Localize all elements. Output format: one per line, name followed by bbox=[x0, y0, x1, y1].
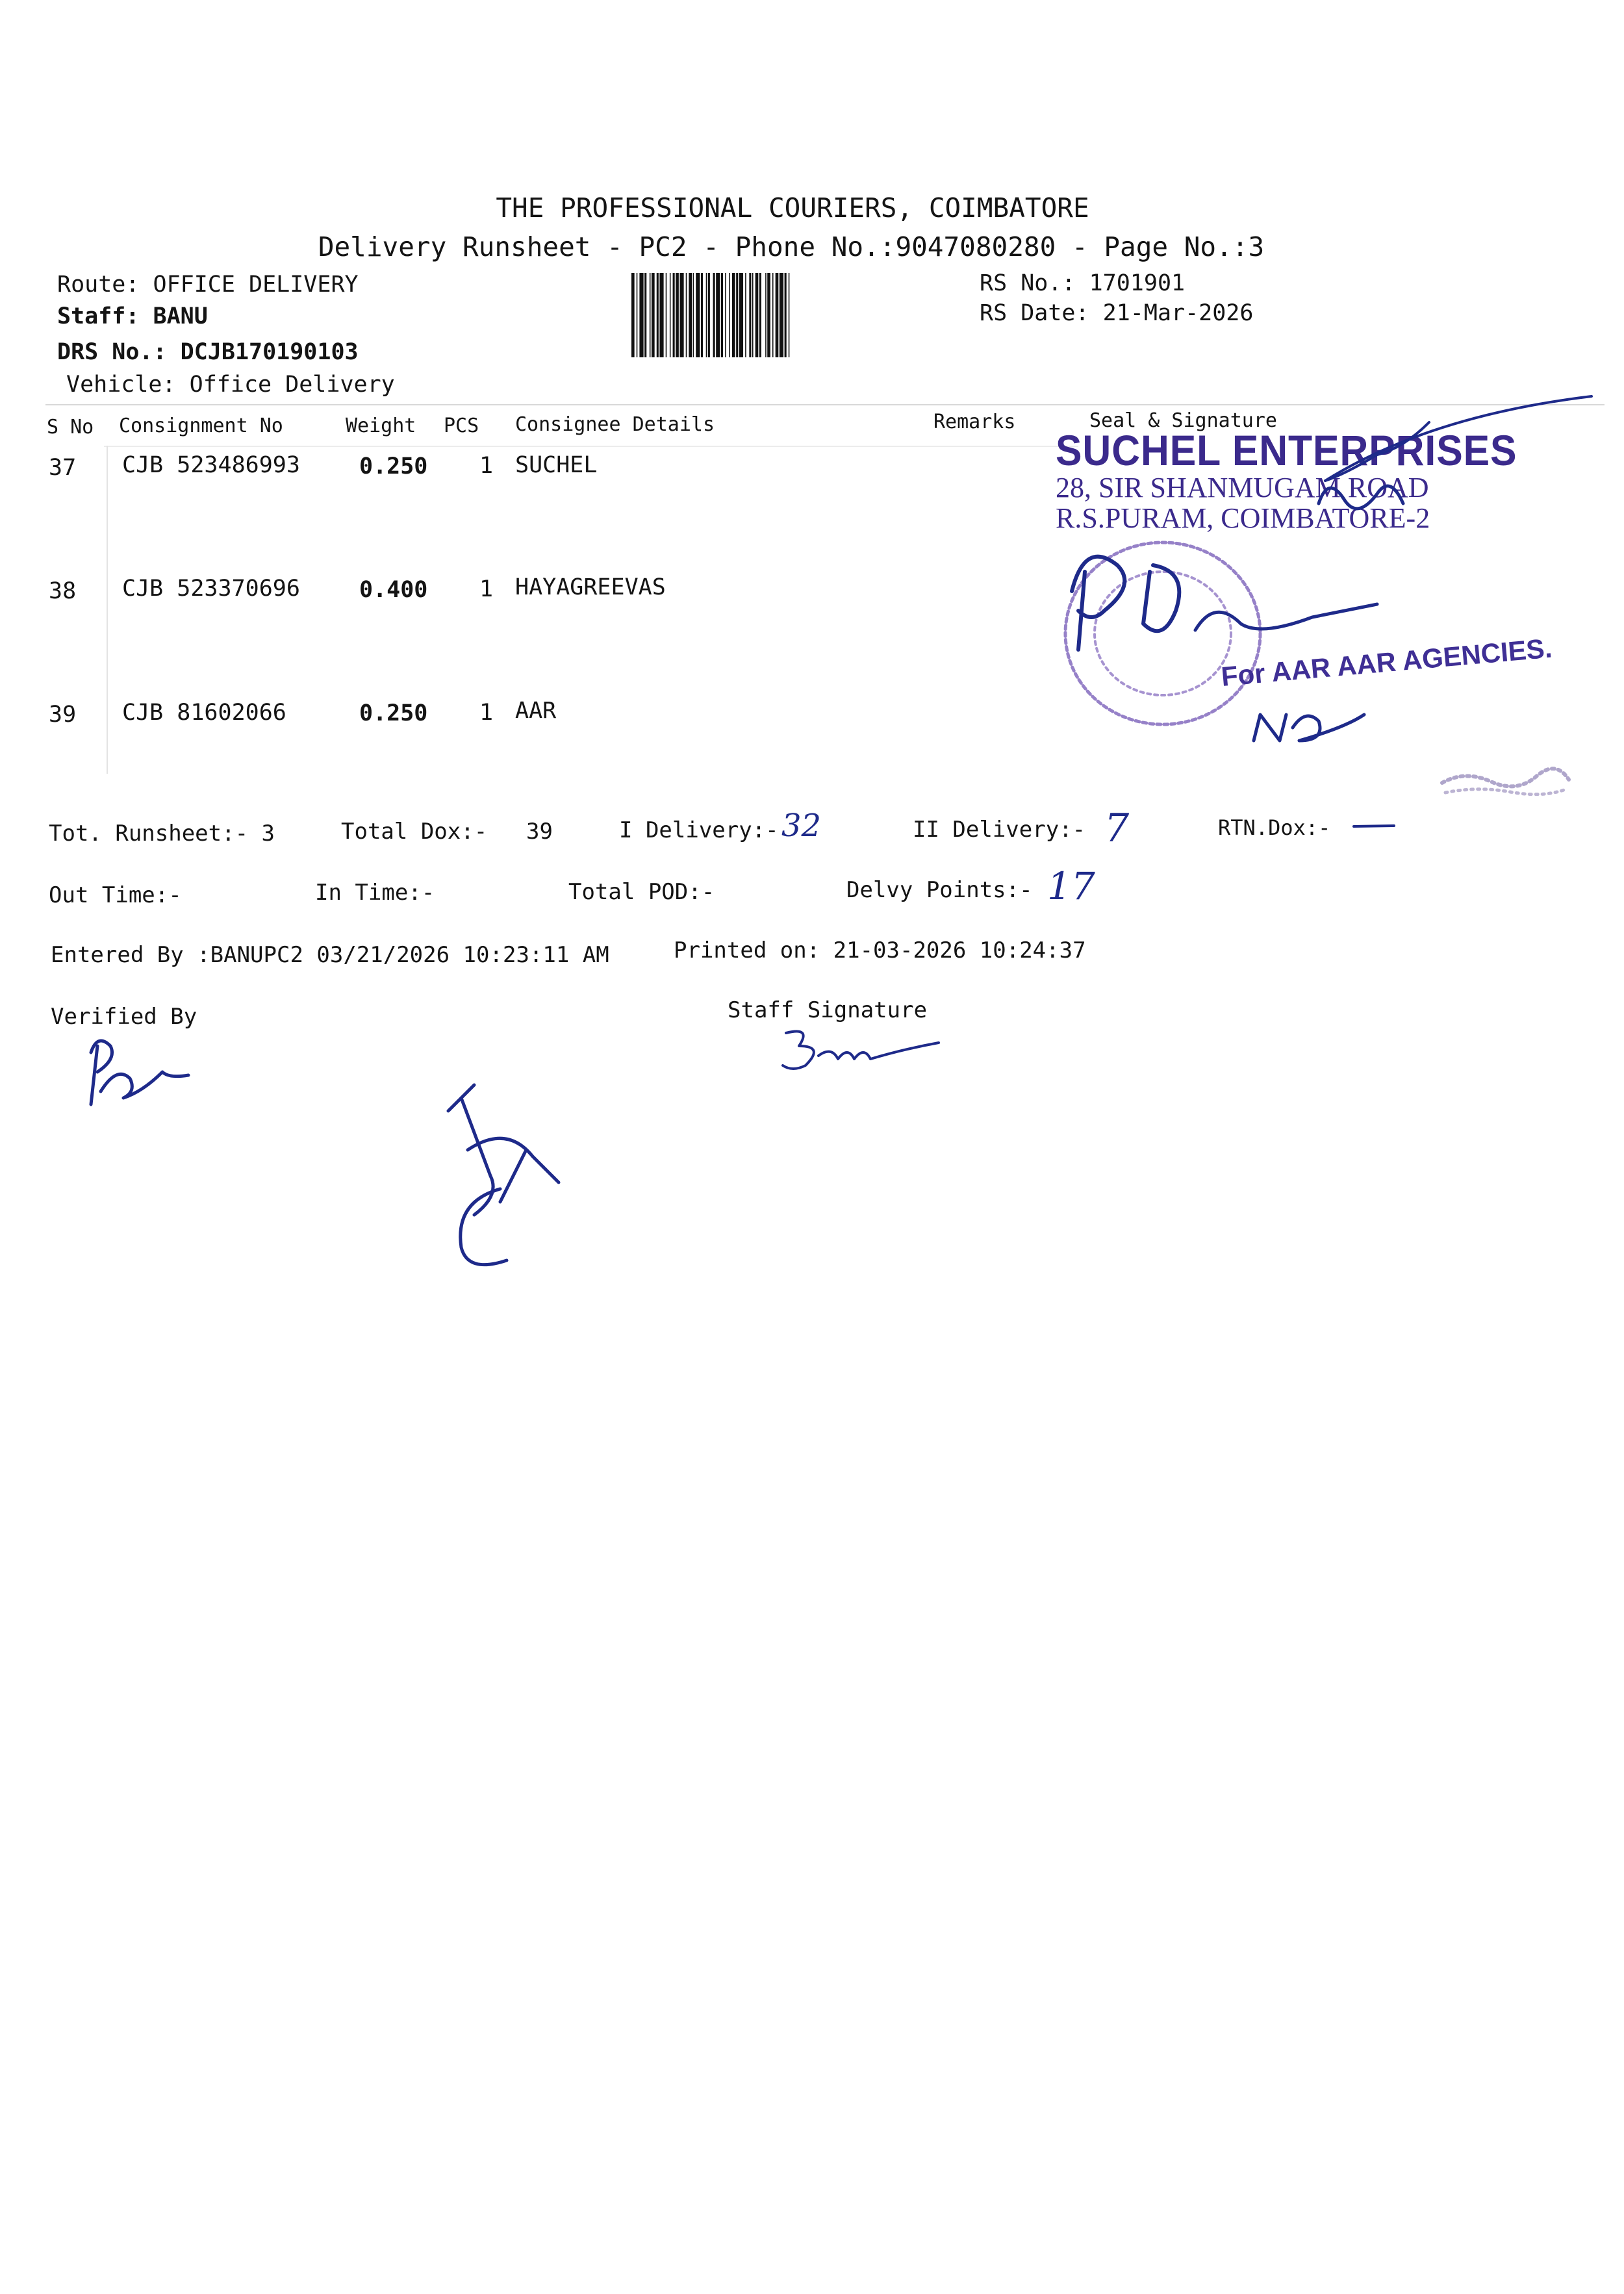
barcode-bar bbox=[650, 273, 651, 357]
consignee-signatures-graphic bbox=[1039, 377, 1624, 793]
barcode-bar bbox=[767, 273, 770, 357]
table-row-38-sno: 38 bbox=[49, 578, 77, 604]
barcode-bar bbox=[729, 273, 730, 357]
barcode-bar bbox=[666, 273, 667, 357]
center-signature-graphic bbox=[429, 1072, 585, 1280]
table-row-38-pcs: 1 bbox=[479, 576, 494, 602]
barcode-bar bbox=[676, 273, 679, 357]
barcode-bar bbox=[736, 273, 738, 357]
table-row-37-weight: 0.250 bbox=[359, 453, 428, 479]
barcode-bar bbox=[755, 273, 759, 357]
barcode-bar bbox=[706, 273, 707, 357]
i-delivery-label: I Delivery:- bbox=[619, 817, 779, 843]
barcode-bar bbox=[679, 273, 683, 357]
total-runsheet-value: 3 bbox=[261, 821, 275, 847]
barcode-bar bbox=[657, 273, 659, 357]
drs-label: DRS No.: bbox=[57, 339, 167, 365]
rs-date-value: 21-Mar-2026 bbox=[1102, 300, 1254, 326]
barcode-bar bbox=[785, 273, 787, 357]
barcode-bar bbox=[708, 273, 710, 357]
suchel-stamp-address-1: 28, SIR SHANMUGAM ROAD bbox=[1056, 472, 1429, 503]
delvy-points-value: 17 bbox=[1047, 864, 1095, 908]
col-seal-signature: Seal & Signature bbox=[1089, 409, 1277, 432]
route-line bbox=[57, 272, 359, 298]
printed-on: Printed on: 21-03-2026 10:24:37 bbox=[674, 937, 1086, 963]
i-delivery-value: 32 bbox=[781, 808, 822, 844]
barcode-bar bbox=[696, 273, 700, 357]
runsheet-subtitle bbox=[0, 231, 1624, 262]
table-row-38-consignment: CJB 523370696 bbox=[122, 576, 300, 602]
table-row-39-sno: 39 bbox=[49, 702, 77, 728]
col-consignment: Consignment No bbox=[119, 414, 283, 437]
ii-delivery-value: 7 bbox=[1104, 806, 1130, 851]
table-divider bbox=[107, 446, 108, 774]
out-time-label: Out Time:- bbox=[49, 882, 182, 908]
table-row-38-consignee: HAYAGREEVAS bbox=[515, 574, 666, 600]
staff-label: Staff: bbox=[57, 303, 140, 329]
table-row-37-consignee: SUCHEL bbox=[515, 452, 598, 478]
staff-line bbox=[57, 303, 208, 329]
suchel-stamp-address-2: R.S.PURAM, COIMBATORE-2 bbox=[1056, 502, 1430, 534]
in-time-label: In Time:- bbox=[315, 880, 435, 906]
vehicle-value: Office Delivery bbox=[189, 372, 395, 398]
barcode-bar bbox=[686, 273, 687, 357]
total-pod-label: Total POD:- bbox=[568, 879, 715, 905]
table-row-39-weight: 0.250 bbox=[359, 700, 428, 726]
rtn-dox-dash-graphic bbox=[1351, 820, 1397, 833]
rs-date-line bbox=[980, 300, 1253, 326]
barcode-bar bbox=[631, 273, 635, 357]
col-pcs: PCS bbox=[444, 414, 479, 437]
table-row-37-pcs: 1 bbox=[479, 453, 494, 479]
barcode-bar bbox=[693, 273, 694, 357]
barcode-bar bbox=[716, 273, 720, 357]
rs-no-line bbox=[980, 270, 1185, 296]
staff-signature-graphic bbox=[773, 1020, 942, 1085]
barcode-bar bbox=[637, 273, 638, 357]
barcode-bar bbox=[725, 273, 726, 357]
barcode-bar bbox=[673, 273, 675, 357]
aar-stamp: For AAR AAR AGENCIES. bbox=[1219, 632, 1554, 692]
staff-value: BANU bbox=[153, 303, 208, 329]
total-dox-value: 39 bbox=[526, 819, 553, 845]
delvy-points-label: Delvy Points:- bbox=[846, 877, 1033, 903]
barcode-bar bbox=[652, 273, 655, 357]
ii-delivery-label: II Delivery:- bbox=[913, 817, 1086, 843]
barcode-bar bbox=[752, 273, 754, 357]
vehicle-line bbox=[66, 372, 395, 398]
barcode-bar bbox=[765, 273, 767, 357]
rs-no-value: 1701901 bbox=[1089, 270, 1186, 296]
barcode-bar bbox=[713, 273, 715, 357]
barcode-bar bbox=[776, 273, 779, 357]
col-weight: Weight bbox=[346, 414, 416, 437]
table-row-39-pcs: 1 bbox=[479, 700, 494, 726]
rtn-dox-label: RTN.Dox:- bbox=[1218, 815, 1331, 840]
vehicle-label: Vehicle: bbox=[66, 372, 176, 398]
barcode-bar bbox=[772, 273, 774, 357]
staff-signature-label: Staff Signature bbox=[728, 997, 928, 1023]
col-sno: S No bbox=[47, 416, 94, 439]
total-dox bbox=[341, 819, 487, 845]
barcode-bar bbox=[749, 273, 751, 357]
barcode-bar bbox=[644, 273, 646, 357]
barcode bbox=[631, 273, 971, 357]
route-label: Route: bbox=[57, 272, 140, 298]
table-row-37-sno: 37 bbox=[49, 455, 77, 481]
col-remarks: Remarks bbox=[933, 411, 1016, 433]
rs-no-label: RS No.: bbox=[980, 270, 1076, 296]
barcode-bar bbox=[639, 273, 643, 357]
barcode-bar bbox=[745, 273, 746, 357]
total-runsheet-label: Tot. Runsheet:- bbox=[49, 821, 249, 847]
table-row-37-consignment: CJB 523486993 bbox=[122, 452, 300, 478]
company-title bbox=[0, 192, 1624, 223]
drs-value: DCJB170190103 bbox=[180, 339, 359, 365]
total-dox-label: Total Dox:- bbox=[341, 819, 488, 845]
barcode-bar bbox=[739, 273, 743, 357]
table-row-39-consignee: AAR bbox=[515, 698, 557, 724]
barcode-bar bbox=[789, 273, 790, 357]
barcode-bar bbox=[670, 273, 671, 357]
entered-by: Entered By :BANUPC2 03/21/2026 10:23:11 AM bbox=[51, 942, 609, 968]
table-row-39-consignment: CJB 81602066 bbox=[122, 700, 286, 726]
table-rule bbox=[104, 446, 1078, 447]
suchel-stamp-name: SUCHEL ENTERPRISES bbox=[1056, 426, 1517, 474]
route-value: OFFICE DELIVERY bbox=[153, 272, 359, 298]
barcode-bar bbox=[659, 273, 663, 357]
table-row-38-weight: 0.400 bbox=[359, 577, 428, 603]
barcode-bar bbox=[721, 273, 723, 357]
col-consignee: Consignee Details bbox=[515, 413, 715, 436]
verified-signature-graphic bbox=[71, 1026, 201, 1111]
verified-by-label: Verified By bbox=[51, 1004, 197, 1030]
rs-date-label: RS Date: bbox=[980, 300, 1089, 326]
drs-line bbox=[57, 339, 359, 365]
barcode-bar bbox=[732, 273, 735, 357]
total-runsheet bbox=[49, 821, 275, 847]
barcode-bar bbox=[701, 273, 703, 357]
barcode-bar bbox=[689, 273, 692, 357]
barcode-bar bbox=[780, 273, 783, 357]
runsheet-subtitle-text: Delivery Runsheet - PC2 - Phone No.:9047080280 - Page No.:3 bbox=[318, 231, 1265, 262]
company-title-text: THE PROFESSIONAL COURIERS, COIMBATORE bbox=[496, 192, 1089, 223]
barcode-bar bbox=[759, 273, 761, 357]
